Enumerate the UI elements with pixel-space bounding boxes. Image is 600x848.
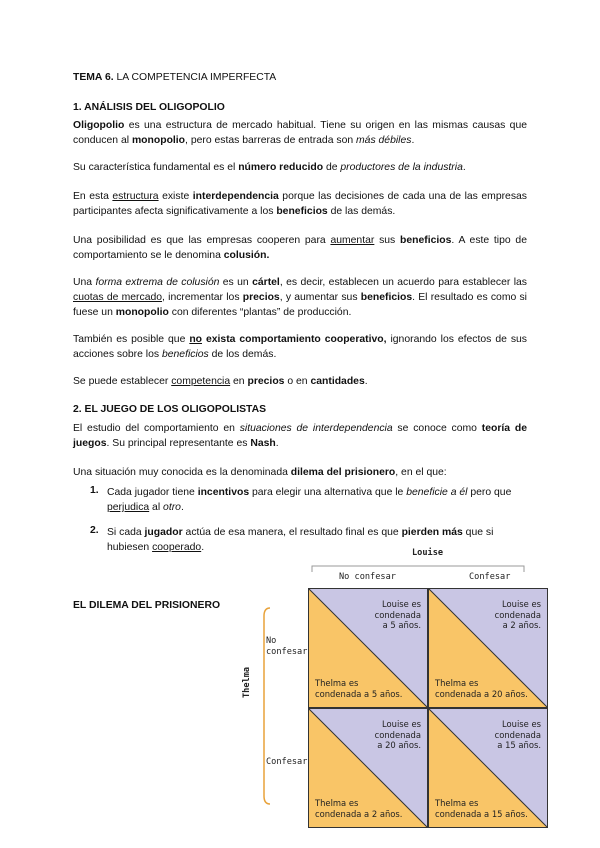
payoff-cell [308,588,428,708]
list-item-2: Si cada jugador actúa de esa manera, el resultado final es que pierden más que si hubiesen cooperado. [107,527,494,554]
paragraph-dilema: Una situación muy conocida es la denominada dilema del prisionero, en el que: [73,467,447,478]
louise-outcome: Louise es condenada a 15 años. [494,719,541,750]
page-title: TEMA 6. LA COMPETENCIA IMPERFECTA [73,72,277,83]
louise-outcome: Louise es condenada a 20 años. [374,719,421,750]
louise-label: Louise [412,548,444,558]
paragraph-interdependencia: En esta estructura existe interdependencia porque las decisiones de cada una de las empresas participantes afecta significativamente a los beneficios de las demás. [73,191,528,218]
louise-outcome: Louise es condenada a 2 años. [494,599,541,630]
thelma-outcome: Thelma es condenada a 20 años. [435,678,528,699]
louise-outcome: Louise es condenada a 5 años. [374,599,421,630]
list-number-1: 1. [90,485,99,496]
list-number-2: 2. [90,525,99,536]
thelma-outcome: Thelma es condenada a 2 años. [315,798,403,819]
dilema-title: EL DILEMA DEL PRISIONERO [73,600,221,611]
col-label-no-confesar: No confesar [339,572,396,582]
thelma-outcome: Thelma es condenada a 5 años. [315,678,403,699]
section-2-heading: 2. EL JUEGO DE LOS OLIGOPOLISTAS [73,404,267,415]
paragraph-competencia: Se puede establecer competencia en precios o en cantidades. [73,376,368,387]
paragraph-teoria-juegos: El estudio del comportamiento en situaciones de interdependencia se conoce como teoría de juegos. Su principal representante es Nash. [73,423,527,450]
section-1-heading: 1. ANÁLISIS DEL OLIGOPOLIO [73,102,225,113]
paragraph-colusion: Una posibilidad es que las empresas cooperen para aumentar sus beneficios. A este tipo de comportamiento se le denomina colusión. [73,235,527,262]
payoff-cell [308,708,428,828]
row-label-confesar: Confesar [266,757,308,767]
paragraph-cartel: Una forma extrema de colusión es un cártel, es decir, establecen un acuerdo para establecer las cuotas de mercado, incrementar los precios, y aumentar sus beneficios. El resultado es como si fuese un monopolio con diferentes “plantas” de producción. [73,277,527,319]
paragraph-caracteristica: Su característica fundamental es el número reducido de productores de la industria. [73,162,466,173]
row-label-no-confesar: confesar [266,647,308,657]
paragraph-no-cooperativo: También es posible que no exista comportamiento cooperativo, ignorando los efectos de sus acciones sobre los beneficios de los demás. [73,334,527,361]
prisoners-dilemma-matrix [242,548,550,832]
col-label-confesar: Confesar [469,572,511,582]
row-label-no: No [266,636,277,646]
list-item-1: Cada jugador tiene incentivos para elegir una alternativa que le beneficie a él pero que perjudica al otro. [107,487,512,514]
payoff-cell [428,588,548,708]
thelma-label: Thelma [242,666,252,698]
payoff-cell [428,708,548,828]
thelma-outcome: Thelma es condenada a 15 años. [435,798,528,819]
paragraph-oligopolio: Oligopolio es una estructura de mercado habitual. Tiene su origen en las mismas causas que conducen al monopolio, pero estas barreras de entrada son más débiles. [73,120,527,147]
